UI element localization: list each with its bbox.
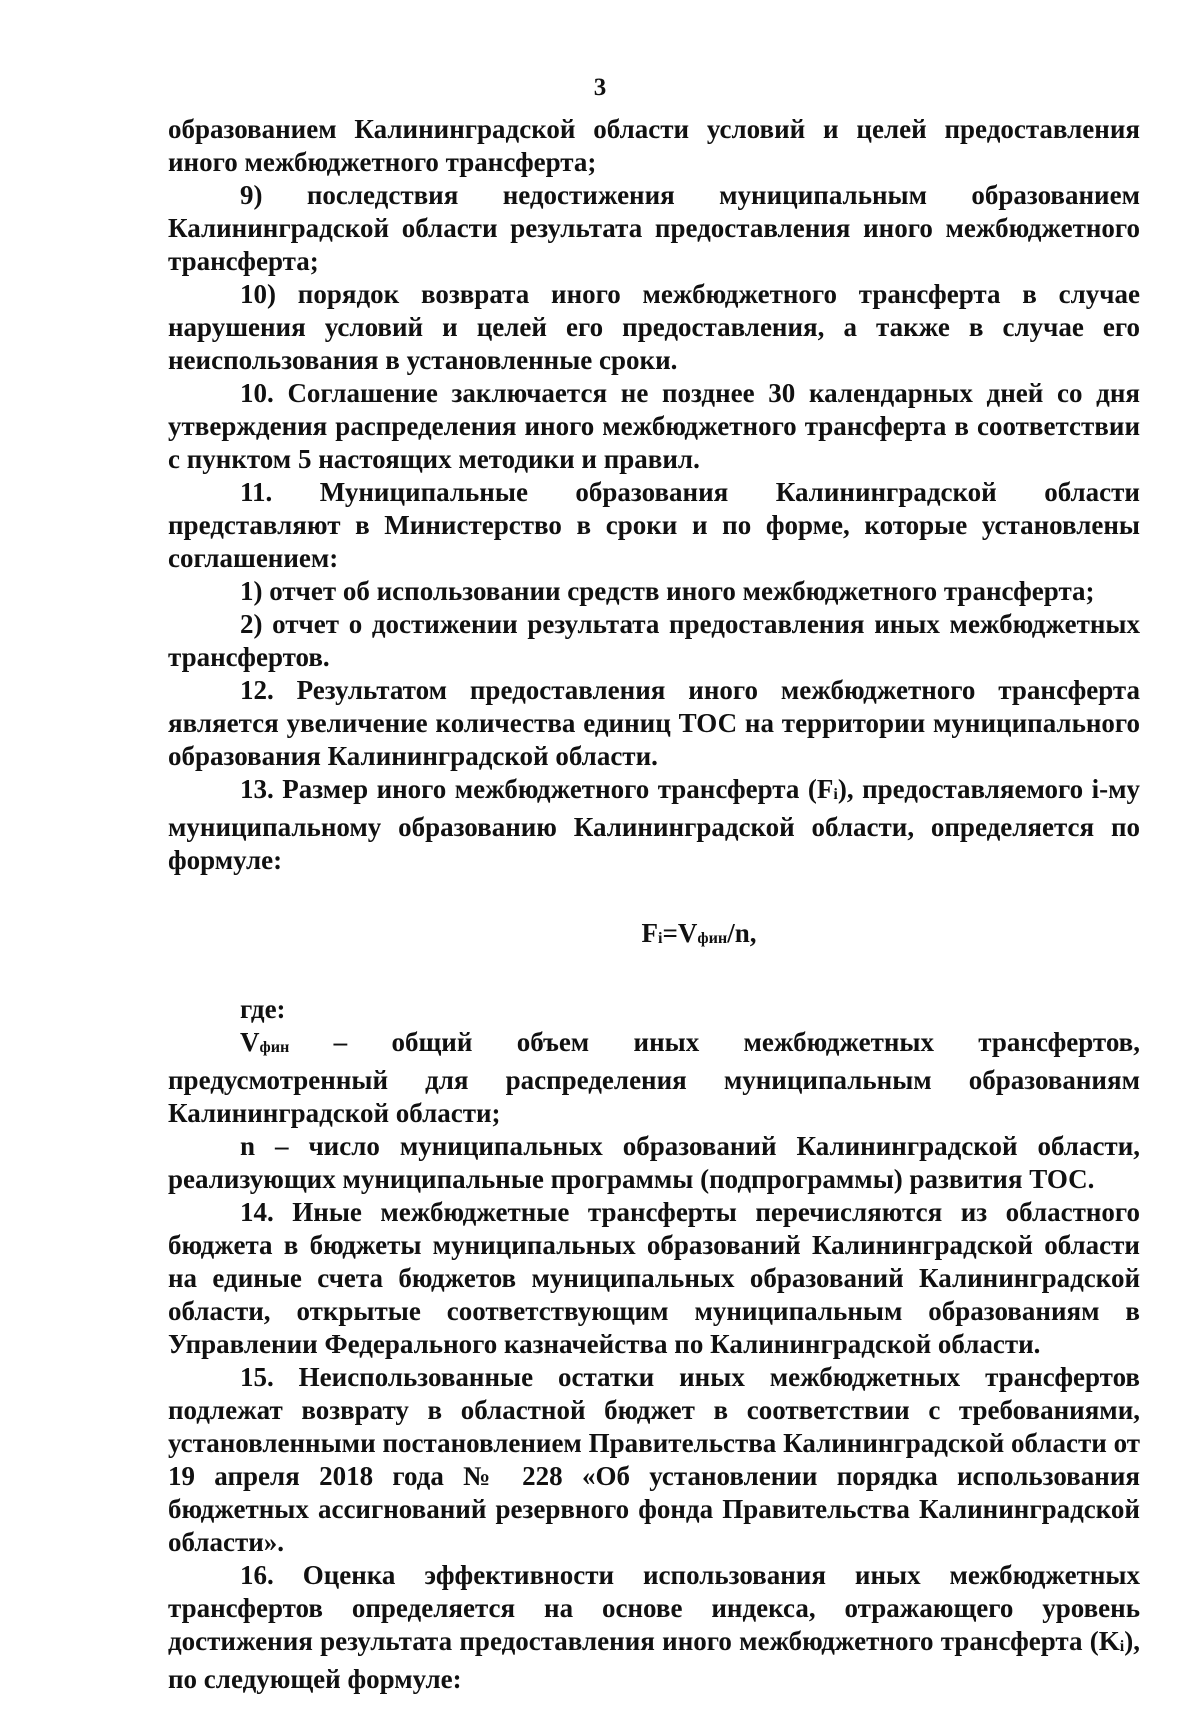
paragraph-continuation: образованием Калининградской области условий и целей предоставления иного межбюджетного трансферта; (168, 114, 1140, 177)
formula-eq-v: =V (662, 918, 698, 948)
section-11: 11. Муниципальные образования Калининградской области представляют в Министерство в сроки и по форме, которые установлены соглашением: (168, 477, 1140, 573)
formula-fin: фин (697, 929, 728, 947)
section-16-text-b: ), по следующей формуле: (168, 1626, 1140, 1694)
where-label: где: (240, 994, 286, 1024)
page-number: 3 (593, 74, 607, 101)
section-15: 15. Неиспользованные остатки иных межбюджетных трансфертов подлежат возврату в областной бюджет в соответствии с требованиями, установленными постановлением Правительства Калининградской области от 19 апреля 2018 года № 228 «Об установлении порядка использования бюджетных ассигнований резервного фонда Правительства Калининградской области». (168, 1362, 1140, 1557)
section-16 (168, 1559, 1140, 1696)
formula-f: F (641, 918, 658, 948)
section-13 (168, 773, 1140, 877)
vfin-subscript: фин (259, 1038, 290, 1056)
vfin-definition (168, 1026, 1140, 1130)
section-16-text-a: 16. Оценка эффективности использования иных межбюджетных трансфертов определяется на основе индекса, отражающего уровень достижения результата предоставления иного межбюджетного трансферта (K (168, 1560, 1140, 1656)
section-13-text-a: 13. Размер иного межбюджетного трансферта (F (240, 774, 834, 804)
list-item-10: 10) порядок возврата иного межбюджетного трансферта в случае нарушения условий и целей его предоставления, а также в случае его неиспользования в установленные сроки. (168, 279, 1140, 375)
section-13-subscript: i (833, 785, 838, 803)
n-definition: n – число муниципальных образований Калининградской области, реализующих муниципальные программы (подпрограммы) развития ТОС. (168, 1131, 1140, 1194)
list-item-9: 9) последствия недостижения муниципальным образованием Калининградской области результата предоставления иного межбюджетного трансферта; (168, 180, 1140, 276)
section-14: 14. Иные межбюджетные трансферты перечисляются из областного бюджета в бюджеты муниципальных образований Калининградской области на единые счета бюджетов муниципальных образований Калининградской области, открытые соответствующим муниципальным образованиям в Управлении Федерального казначейства по Калининградской области. (168, 1197, 1140, 1359)
formula-i: i (657, 929, 663, 947)
section-16-subscript: i (1119, 1637, 1125, 1655)
section-10: 10. Соглашение заключается не позднее 30 календарных дней со дня утверждения распределения иного межбюджетного трансферта в соответствии с пунктом 5 настоящих методики и правил. (168, 378, 1140, 474)
section-11-item-2: 2) отчет о достижении результата предоставления иных межбюджетных трансфертов. (168, 609, 1140, 672)
vfin-text: – общий объем иных межбюджетных трансфертов, предусмотренный для распределения муниципальным образованиям Калининградской области; (168, 1027, 1140, 1128)
section-13-text-b: ), предоставляемого i-му муниципальному образованию Калининградской области, определяется по формуле: (168, 774, 1140, 875)
document-body (168, 113, 1140, 1696)
vfin-symbol: V (240, 1027, 260, 1057)
formula-fi (168, 917, 1140, 955)
formula-tail: /n, (727, 918, 757, 948)
section-12: 12. Результатом предоставления иного межбюджетного трансферта является увеличение количества единиц ТОС на территории муниципального образования Калининградской области. (168, 675, 1140, 771)
section-11-item-1: 1) отчет об использовании средств иного межбюджетного трансферта; (240, 576, 1095, 606)
